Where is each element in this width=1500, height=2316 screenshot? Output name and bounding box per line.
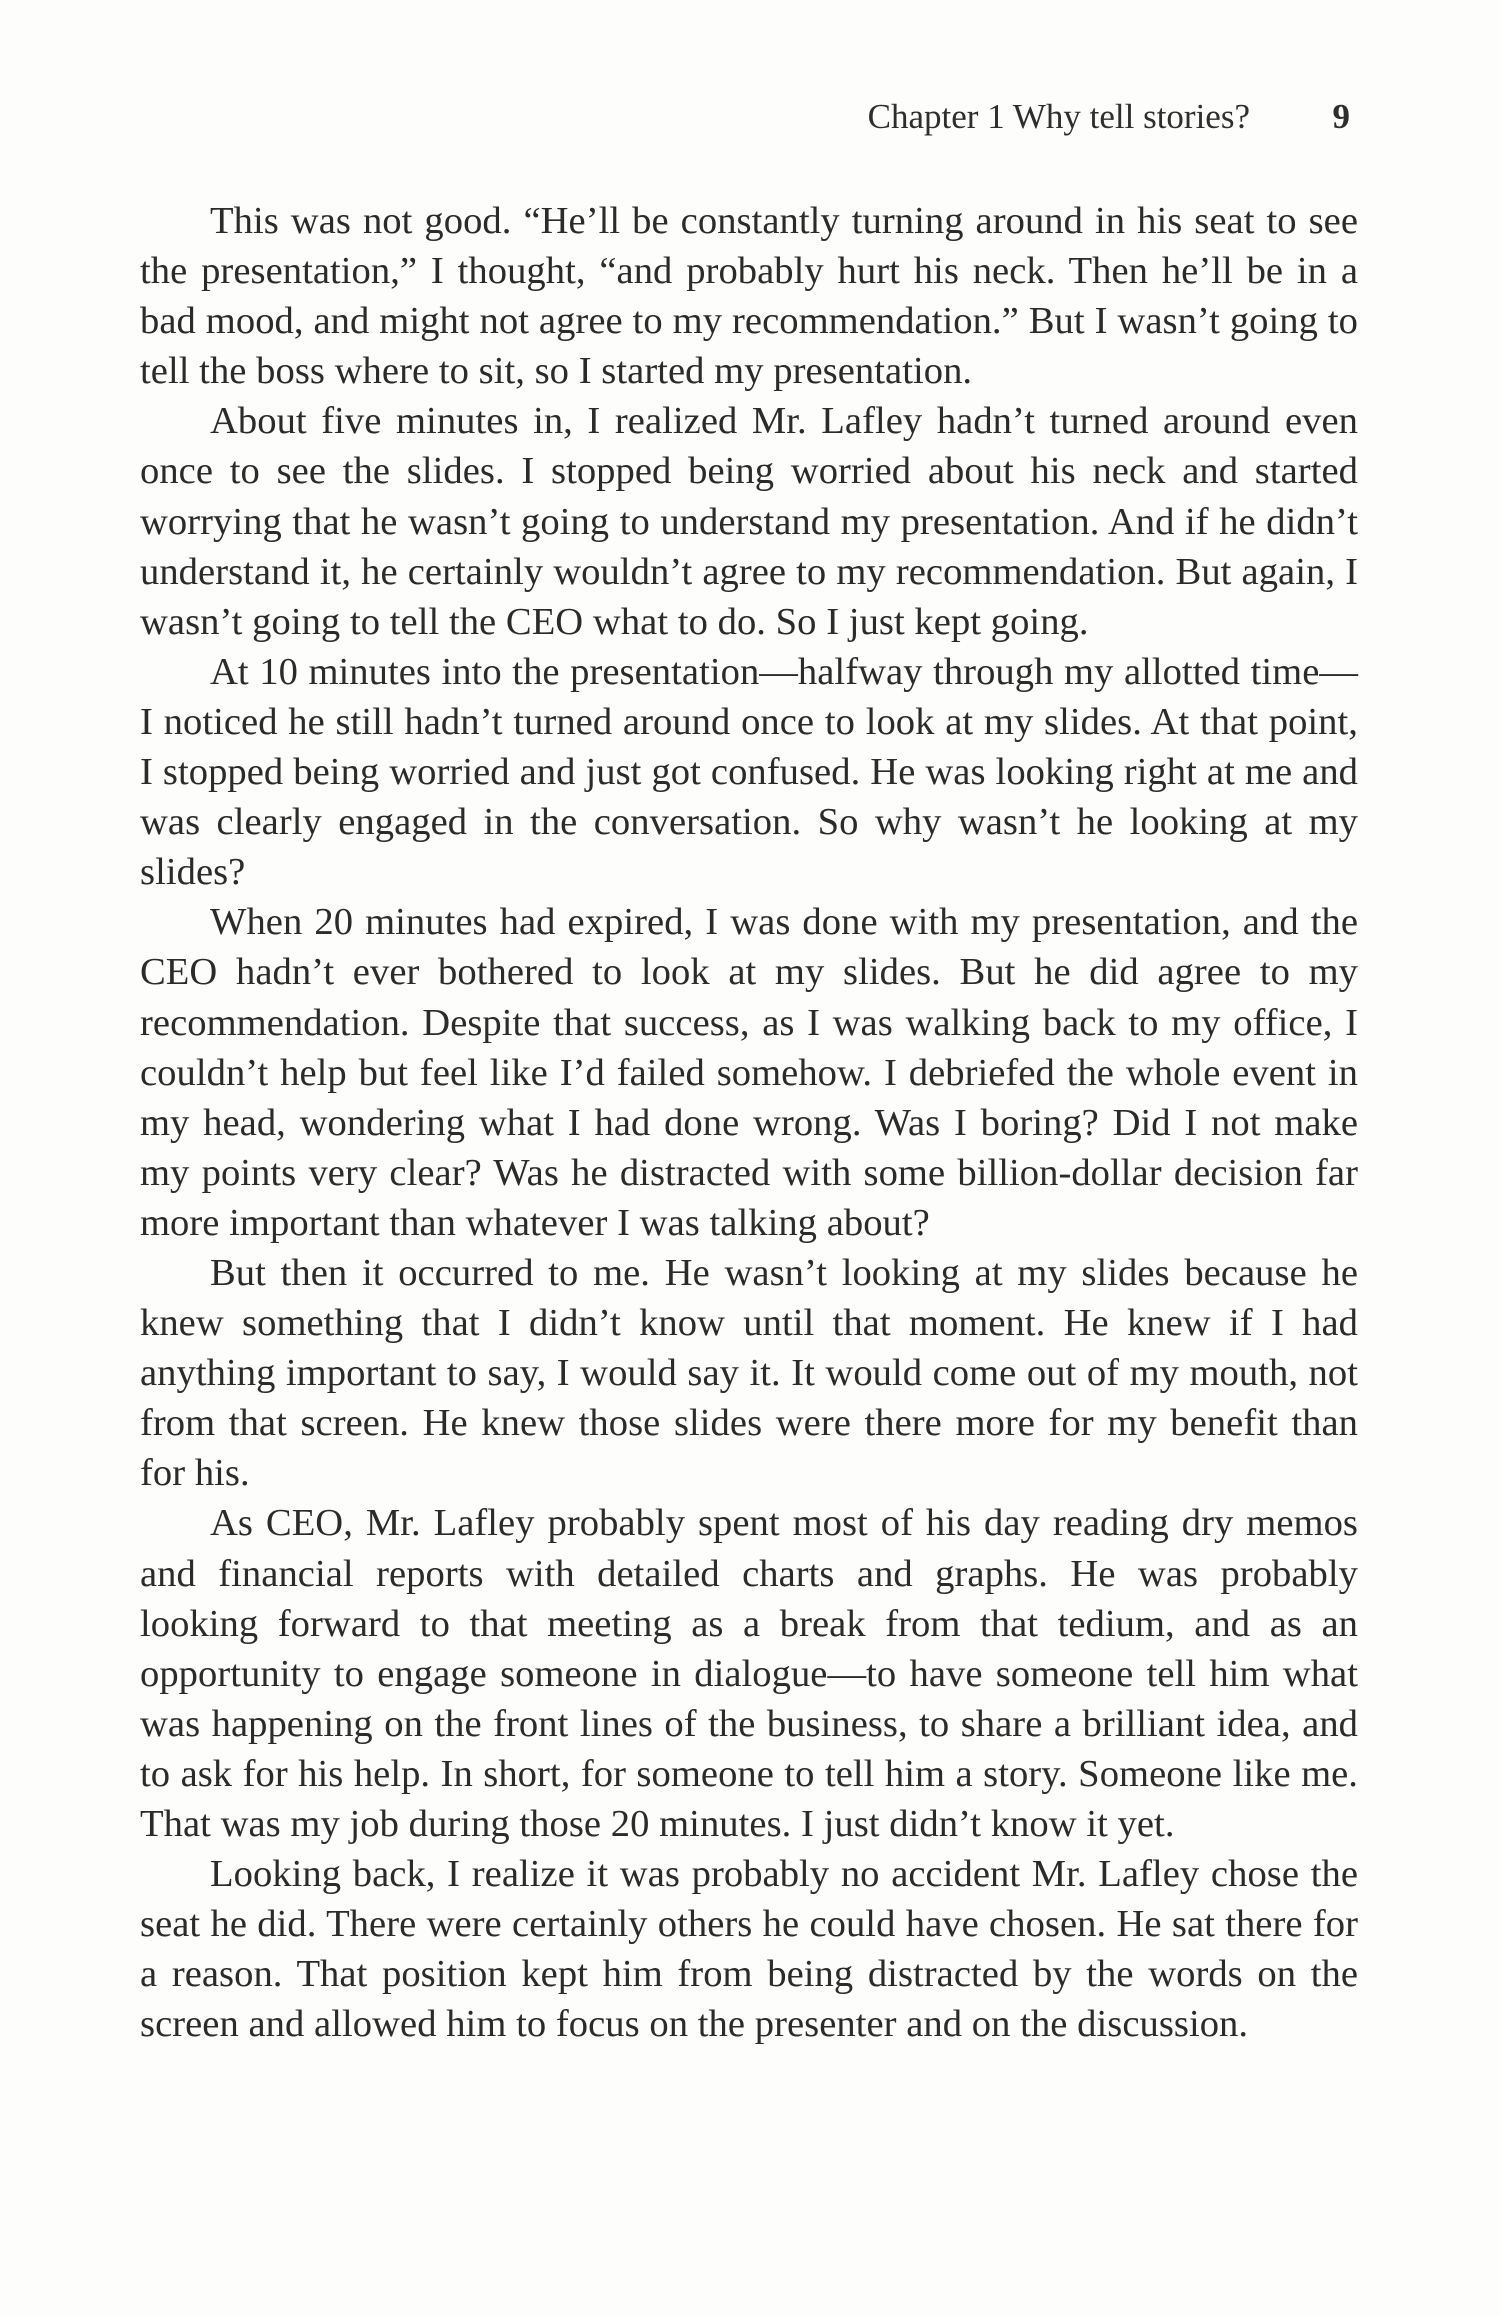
page-number: 9: [1332, 97, 1350, 136]
paragraph: About five minutes in, I realized Mr. Lafley hadn’t turned around even once to see the slides. I stopped being worried about his neck and started worrying that he wasn’t going to understand my presentation. And if he didn’t understand it, he certainly wouldn’t agree to my recommendation. But again, I wasn’t going to tell the CEO what to do. So I just kept going.: [140, 400, 1358, 643]
paragraph: As CEO, Mr. Lafley probably spent most of his day reading dry memos and financial reports with detailed charts and graphs. He was probably looking forward to that meeting as a break from that tedium, and as an opportunity to engage someone in dialogue—to have someone tell him what was happening on the front lines of the business, to share a brilliant idea, and to ask for his help. In short, for someone to tell him a story. Someone like me. That was my job during those 20 minutes. I just didn’t know it yet.: [140, 1502, 1358, 1845]
paragraph: This was not good. “He’ll be constantly turning around in his seat to see the presentation,” I thought, “and probably hurt his neck. Then he’ll be in a bad mood, and might not agree to my recommendation.” But I wasn’t going to tell the boss where to sit, so I started my presentation.: [140, 200, 1358, 393]
paragraph: But then it occurred to me. He wasn’t looking at my slides because he knew something that I didn’t know until that moment. He knew if I had anything important to say, I would say it. It would come out of my mouth, not from that screen. He knew those slides were there more for my benefit than for his.: [140, 1251, 1358, 1495]
paragraph: At 10 minutes into the presentation—halfway through my allotted time—I noticed he still hadn’t turned around once to look at my slides. At that point, I stopped being worried and just got confused. He was looking right at me and was clearly engaged in the conversation. So why wasn’t he looking at my slides?: [140, 650, 1358, 894]
chapter-title: Chapter 1 Why tell stories?: [867, 97, 1250, 136]
running-head: [140, 92, 1360, 142]
body-text: [140, 196, 1358, 2049]
paragraph: Looking back, I realize it was probably no accident Mr. Lafley chose the seat he did. There were certainly others he could have chosen. He sat there for a reason. That position kept him from being distracted by the words on the screen and allowed him to focus on the presenter and on the discussion.: [140, 1853, 1358, 2046]
paragraph: When 20 minutes had expired, I was done with my presentation, and the CEO hadn’t ever bothered to look at my slides. But he did agree to my recommendation. Despite that success, as I was walking back to my office, I couldn’t help but feel like I’d failed somehow. I debriefed the whole event in my head, wondering what I had done wrong. Was I boring? Did I not make my points very clear? Was he distracted with some billion-dollar decision far more important than whatever I was talking about?: [140, 901, 1358, 1244]
